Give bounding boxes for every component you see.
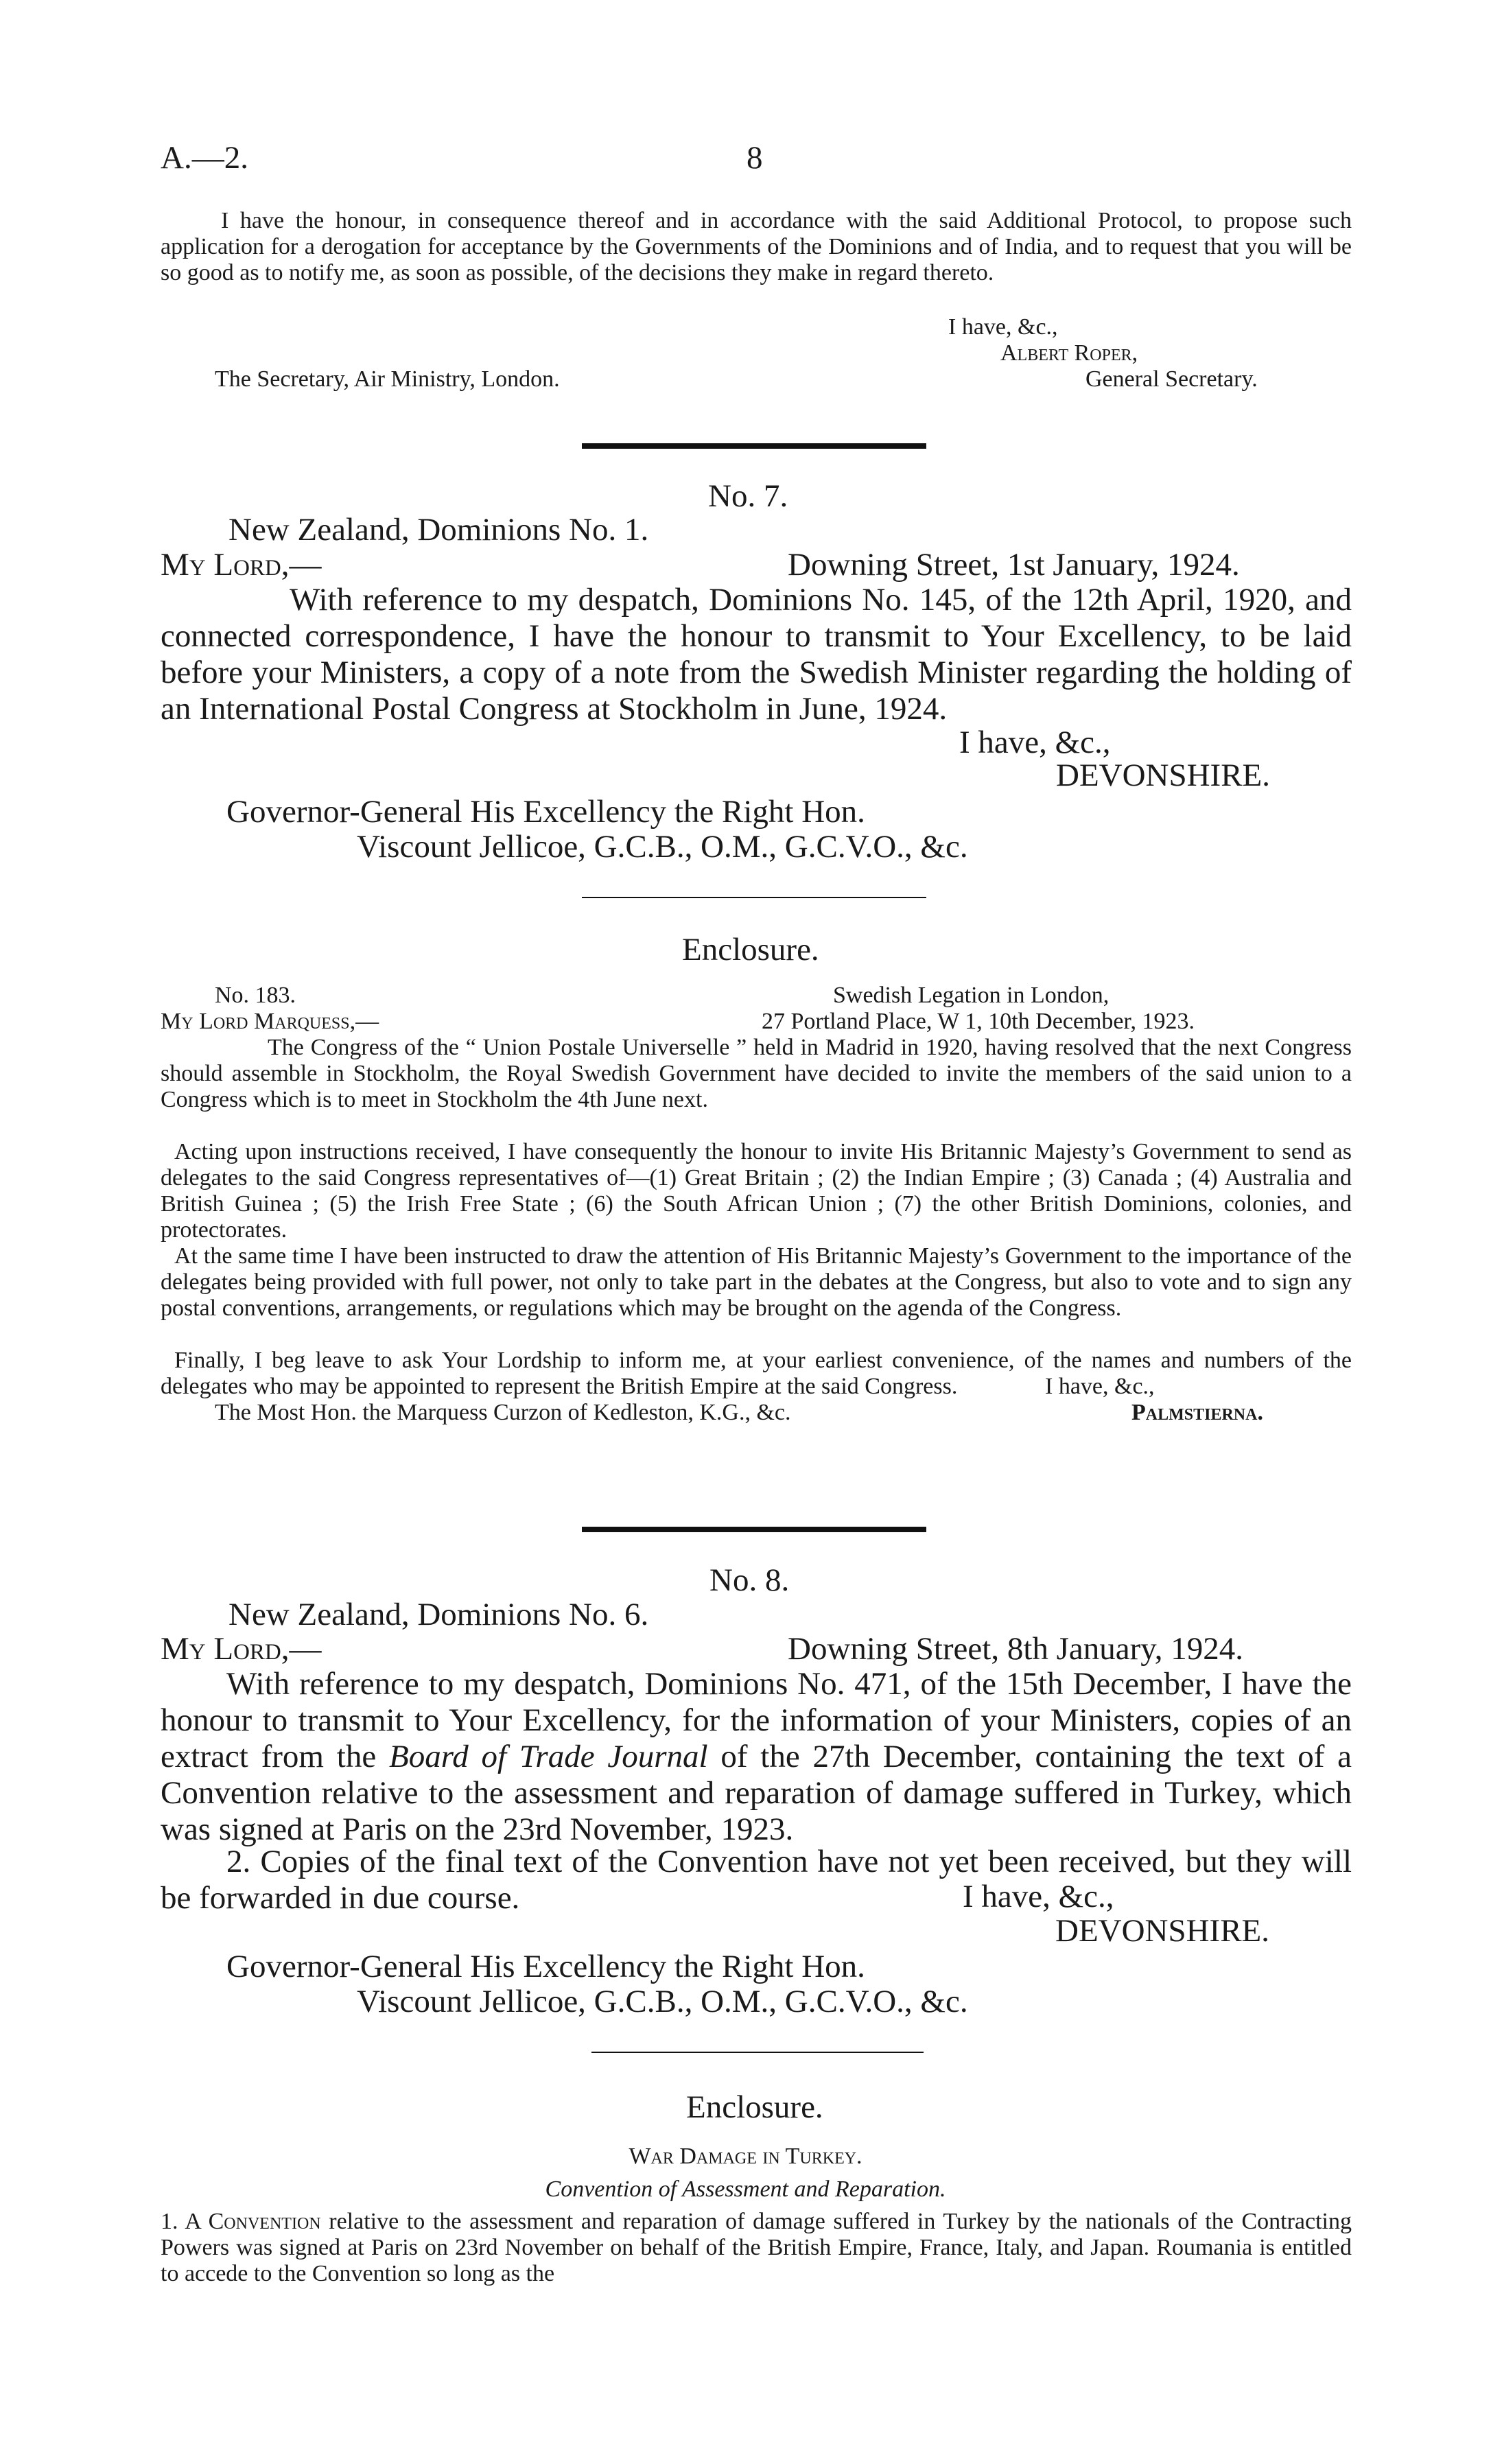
enclosure1-closing: I have, &c., (1045, 1374, 1155, 1399)
enclosure1-addressee: The Most Hon. the Marquess Curzon of Kedleston, K.G., &c. (215, 1400, 791, 1425)
document-reference: A.—2. (161, 140, 248, 176)
enclosure1-paragraph-1: The Congress of the “ Union Postale Universelle ” held in Madrid in 1920, having resolved that the next Congress should assemble in Stockholm, the Royal Swedish Government have decided to invite the members of the said union to a Congress which is to meet in Stockholm the 4th June next. (161, 1035, 1352, 1112)
enclosure1-salutation: My Lord Marquess,— (161, 1009, 379, 1034)
no7-body: With reference to my despatch, Dominions No. 145, of the 12th April, 1920, and connected correspondence, I have the honour to transmit to Your Excellency, to be laid before your Ministers, a copy of a note from the Swedish Minister regarding the holding of an International Postal Congress at Stockholm in June, 1924. (161, 582, 1352, 727)
no7-reference: New Zealand, Dominions No. 1. (228, 512, 649, 548)
no8-addressee-line2: Viscount Jellicoe, G.C.B., O.M., G.C.V.O., &c. (357, 1984, 968, 2019)
enclosure1-paragraph-4: Finally, I beg leave to ask Your Lordship to inform me, at your earliest convenience, of the names and numbers of the delegates who may be appointed to represent the British Empire at the said Congress. (161, 1348, 1352, 1399)
no8-paragraph-2: 2. Copies of the final text of the Convention have not yet been received, but they will be forwarded in due course. (161, 1844, 1352, 1916)
intro-title: General Secretary. (1085, 366, 1258, 392)
no8-addressee-line1: Governor-General His Excellency the Right Hon. (226, 1949, 865, 1984)
thin-rule (582, 897, 926, 898)
no8-heading: No. 8. (709, 1562, 790, 1598)
intro-addressee: The Secretary, Air Ministry, London. (215, 366, 560, 392)
enclosure1-legation: Swedish Legation in London, (833, 983, 1110, 1008)
no8-place-date: Downing Street, 8th January, 1924. (788, 1631, 1243, 1667)
enclosure2-para-number: 1. A (161, 2209, 209, 2234)
page-number: 8 (747, 140, 763, 176)
enclosure2-para-keyword: Convention (208, 2209, 321, 2234)
enclosure1-paragraph-2: Acting upon instructions received, I have consequently the honour to invite His Britannic Majesty’s Government to send as delegates to the said Congress representatives of—(1) Great Britain ; (2) the Indian Empire ; (3) Canada ; (4) Australia and British Guinea ; (5) the Irish Free State ; (6) the South African Union ; (7) the other British Dominions, colonies, and protectorates. (161, 1139, 1352, 1243)
thin-rule (591, 2052, 924, 2053)
enclosure1-paragraph-3: At the same time I have been instructed to draw the attention of His Britannic Majesty’s Government to the importance of the delegates being provided with full power, not only to take part in the debates at the Congress, but also to vote and to sign any postal conventions, arrangements, or regulations which may be brought on the agenda of the Congress. (161, 1243, 1352, 1321)
no7-place-date: Downing Street, 1st January, 1924. (788, 547, 1240, 583)
enclosure2-para-text: relative to the assessment and reparation of damage suffered in Turkey by the nationals of the Contracting Powers was signed at Paris on 23rd November on behalf of the British Empire, France, Italy, and Japan. Roumania is entitled to accede to the Convention so long as the (161, 2209, 1352, 2286)
no7-addressee-line2: Viscount Jellicoe, G.C.B., O.M., G.C.V.O., &c. (357, 829, 968, 865)
no8-paragraph-1 (161, 1666, 1352, 1848)
no7-closing: I have, &c., (959, 725, 1111, 760)
no7-signature: DEVONSHIRE. (1056, 758, 1271, 793)
enclosure2-title: War Damage in Turkey. (629, 2144, 862, 2169)
no8-signature: DEVONSHIRE. (1055, 1913, 1270, 1949)
intro-closing: I have, &c., (948, 314, 1058, 340)
no7-addressee-line1: Governor-General His Excellency the Right Hon. (226, 794, 865, 830)
no8-body-part1: With reference to my despatch, Dominions No. 471, of the 15th December, I have the honour to transmit to Your Excellency, for the information of your Ministers, copies of an extract from the (161, 1666, 1352, 1774)
intro-paragraph: I have the honour, in consequence thereof and in accordance with the said Additional Protocol, to propose such application for a derogation for acceptance by the Governments of the Dominions and of India, and to request that you will be so good as to notify me, as soon as possible, of the decisions they make in regard thereto. (161, 208, 1352, 285)
enclosure2-paragraph-1 (161, 2209, 1352, 2287)
enclosure1-heading: Enclosure. (682, 932, 819, 967)
no8-reference: New Zealand, Dominions No. 6. (228, 1597, 649, 1632)
no7-salutation: My Lord,— (161, 547, 322, 583)
heavy-rule (582, 443, 926, 449)
no8-body-part2: of the 27th December, containing the text of a Convention relative to the assessment and reparation of damage suffered in Turkey, which was signed at Paris on the 23rd November, 1923. (161, 1739, 1352, 1847)
enclosure1-address-date: 27 Portland Place, W 1, 10th December, 1923. (762, 1009, 1195, 1034)
enclosure1-signature: Palmstierna. (1131, 1400, 1263, 1425)
heavy-rule (582, 1527, 926, 1532)
no7-heading: No. 7. (708, 478, 788, 514)
no8-body-journal-title: Board of Trade Journal (388, 1739, 708, 1774)
no8-salutation: My Lord,— (161, 1631, 322, 1667)
intro-signature: Albert Roper, (1000, 340, 1138, 366)
no8-closing: I have, &c., (963, 1879, 1114, 1914)
enclosure2-subtitle: Convention of Assessment and Reparation. (545, 2176, 946, 2202)
enclosure1-number: No. 183. (215, 983, 296, 1008)
enclosure2-heading: Enclosure. (686, 2089, 823, 2125)
